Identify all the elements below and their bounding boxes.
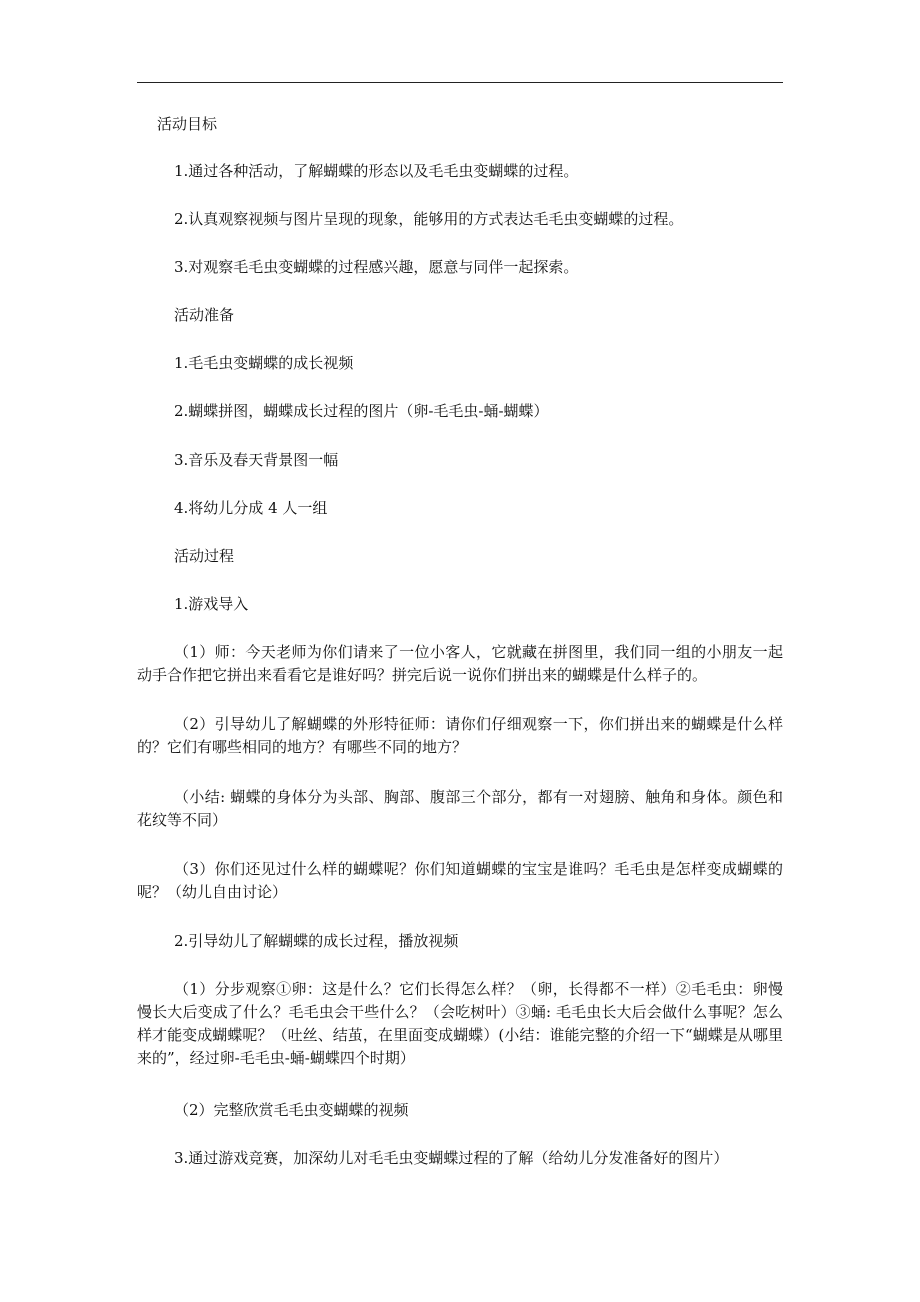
paragraph-step-1: 1.游戏导入 [174,595,249,613]
paragraph-prep-4: 4.将幼儿分成 4 人一组 [174,499,328,517]
paragraph-step-1-3: （3）你们还见过什么样的蝴蝶呢？你们知道蝴蝶的宝宝是谁吗？毛毛虫是怎样变成蝴蝶的呢？（幼儿自由讨论） [137,860,783,901]
paragraph-prep-2: 2.蝴蝶拼图，蝴蝶成长过程的图片（卵-毛毛虫-蛹-蝴蝶） [174,402,549,420]
paragraph-goal-2: 2.认真观察视频与图片呈现的现象，能够用的方式表达毛毛虫变蝴蝶的过程。 [174,210,684,228]
paragraph-step-1-1: （1）师：今天老师为你们请来了一位小客人，它就藏在拼图里，我们同一组的小朋友一起动手合作把它拼出来看看它是谁好吗？拼完后说一说你们拼出来的蝴蝶是什么样子的。 [137,643,783,684]
paragraph-step-2: 2.引导幼儿了解蝴蝶的成长过程，播放视频 [174,932,459,950]
section-heading-goals: 活动目标 [157,115,218,133]
paragraph-step-2-2: （2）完整欣赏毛毛虫变蝴蝶的视频 [174,1101,409,1119]
paragraph-prep-3: 3.音乐及春天背景图一幅 [174,451,339,469]
paragraph-step-3: 3.通过游戏竞赛，加深幼儿对毛毛虫变蝴蝶过程的了解（给幼儿分发准备好的图片） [174,1149,729,1167]
paragraph-step-2-1: （1）分步观察①卵：这是什么？它们长得怎么样？（卵，长得都不一样）②毛毛虫：卵慢慢长大后变成了什么？毛毛虫会干些什么？（会吃树叶）③蛹: 毛毛虫长大后会做什么事呢？怎么样才能变成蝴蝶呢？（吐丝、结茧，在里面变成蝴蝶）(小结：谁能完整的介绍一下“蝴蝶是从哪里来的”，经过卵-毛毛虫-蛹-蝴蝶四个时期） [137,980,783,1067]
section-heading-process: 活动过程 [174,547,235,565]
paragraph-goal-1: 1.通过各种活动，了解蝴蝶的形态以及毛毛虫变蝴蝶的过程。 [174,162,579,180]
paragraph-prep-1: 1.毛毛虫变蝴蝶的成长视频 [174,354,354,372]
paragraph-goal-3: 3.对观察毛毛虫变蝴蝶的过程感兴趣，愿意与同伴一起探索。 [174,258,579,276]
section-heading-preparation: 活动准备 [174,306,235,324]
paragraph-step-1-2: （2）引导幼儿了解蝴蝶的外形特征师：请你们仔细观察一下，你们拼出来的蝴蝶是什么样的？它们有哪些相同的地方？有哪些不同的地方？ [137,715,783,756]
header-rule [137,82,783,83]
paragraph-summary-1: （小结: 蝴蝶的身体分为头部、胸部、腹部三个部分，都有一对翅膀、触角和身体。颜色和花纹等不同） [137,788,783,829]
